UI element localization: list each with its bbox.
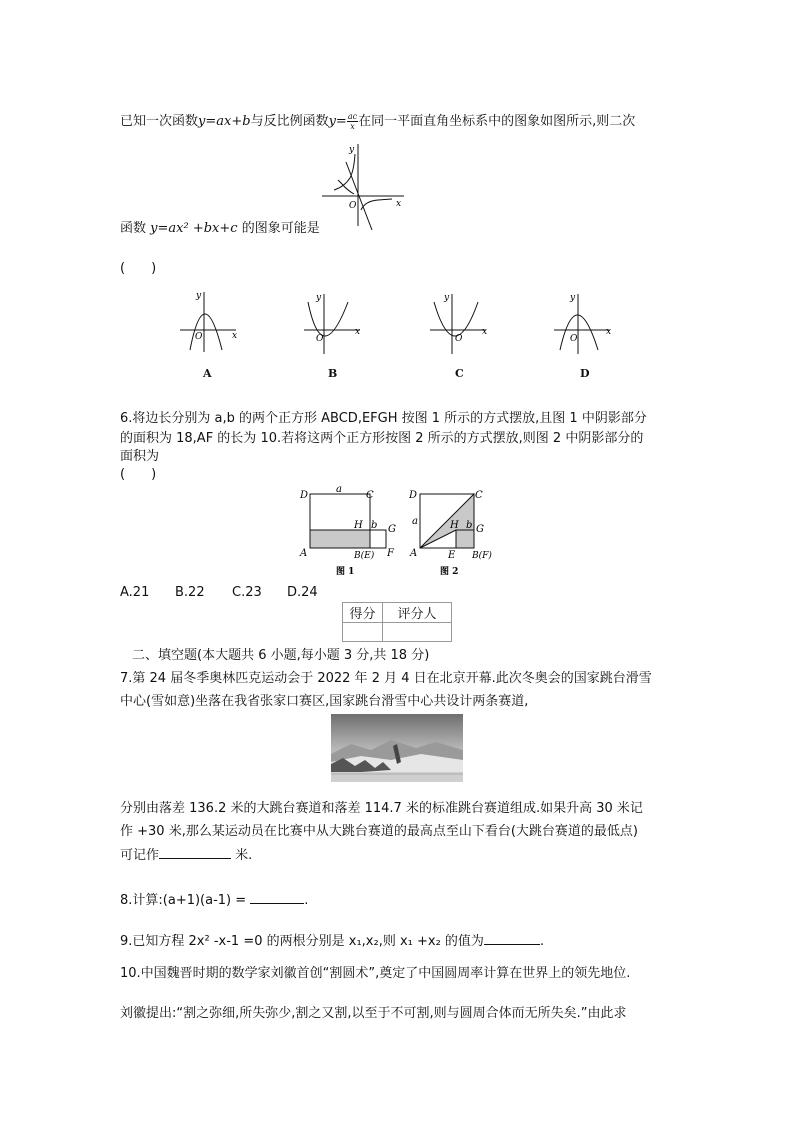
q10-line2: 刘徽提出:“割之弥细,所失弥少,割之又割,以至于不可割,则与圆周合体而无所失矣.”由此求 (120, 1006, 627, 1021)
q6-line3: 面积为 (120, 449, 160, 464)
fig2-D: D (409, 490, 418, 501)
q5-option-c-label: C (455, 367, 464, 380)
q5-b-x: x (355, 327, 361, 337)
q5-d-o: O (570, 334, 578, 344)
fig1-D: D (300, 490, 309, 501)
q5-paren: ( ) (120, 261, 157, 276)
q5-a-x: x (232, 331, 238, 341)
ski-jump-photo (331, 714, 463, 782)
q5-ref-o-label: O (349, 201, 357, 211)
fig2-G: G (476, 524, 484, 535)
fig1-a: a (336, 484, 342, 495)
q6-choice-b: B.22 (175, 585, 205, 600)
q7-line5-b: 米. (235, 848, 253, 863)
score-cell[interactable] (343, 623, 383, 642)
q9-answer-blank[interactable] (484, 944, 540, 945)
q5-a-y: y (196, 291, 202, 301)
q5-frac-num: ac (347, 112, 358, 121)
q8-line (120, 889, 308, 908)
q8-answer-blank[interactable] (250, 903, 304, 904)
q5-line1 (120, 110, 635, 131)
q5-y-eq: y= (328, 114, 347, 129)
q9-end: . (539, 934, 545, 949)
q5-a-o: O (195, 332, 203, 342)
q6-choice-d: D.24 (287, 585, 318, 600)
q7-answer-blank[interactable] (159, 858, 231, 859)
q5-c-y: y (444, 293, 450, 303)
q5-text-a: 已知一次函数 (120, 114, 199, 129)
q5-line2-a: 函数 (120, 221, 147, 236)
fig2-H: H (450, 520, 459, 531)
q5-line2 (120, 217, 320, 236)
q5-option-a-label: A (203, 367, 212, 380)
fig2-b: b (466, 520, 473, 531)
q5-option-b-graph (302, 290, 364, 356)
q5-d-x: x (606, 327, 612, 337)
grader-cell[interactable] (383, 623, 452, 642)
fig1-A: A (300, 548, 308, 559)
fig2-BF: B(F) (472, 551, 492, 561)
q7-line5 (120, 844, 252, 863)
fig1-BE: B(E) (354, 551, 375, 561)
fig1-H: H (354, 520, 363, 531)
fig1-b: b (371, 520, 378, 531)
q5-ref-x-label: x (396, 199, 402, 209)
q5-text-mid: 与反比例函数 (250, 114, 329, 129)
q5-reference-figure (318, 140, 408, 230)
q6-figure-1 (296, 482, 400, 578)
fig2-A: A (410, 548, 418, 559)
fig1-G: G (388, 524, 396, 535)
q5-option-d-label: D (580, 367, 590, 380)
fig2-caption: 图 2 (440, 567, 459, 577)
q5-linear-func: y=ax+b (198, 114, 251, 129)
q7-line1: 7.第 24 届冬季奥林匹克运动会于 2022 年 2 月 4 日在北京开幕.此次冬奥会的国家跳台滑雪 (120, 671, 652, 686)
q5-b-y: y (316, 293, 322, 303)
fig1-F: F (387, 548, 394, 559)
score-table (342, 602, 452, 642)
q6-line2: 的面积为 18,AF 的长为 10.若将这两个正方形按图 2 所示的方式摆放,则图 2 中阴影部分的 (120, 431, 644, 446)
q7-line2: 中心(雪如意)坐落在我省张家口赛区,国家跳台滑雪中心共设计两条赛道, (120, 694, 529, 709)
grader-header: 评分人 (383, 603, 452, 623)
q5-line2-b: 的图象可能是 (241, 221, 320, 236)
q7-line5-a: 可记作 (120, 848, 160, 863)
q6-choice-c: C.23 (232, 585, 262, 600)
q5-text-tail: 在同一平面直角坐标系中的图象如图所示,则二次 (358, 114, 636, 129)
q5-option-c-graph (428, 290, 490, 356)
q8-text: 8.计算:(a+1)(a-1) = (120, 893, 247, 908)
fig1-C: C (366, 490, 374, 501)
q6-figure-2 (404, 482, 500, 578)
q5-fraction (347, 112, 358, 131)
q5-option-a-graph (178, 288, 240, 354)
section-2-heading: 二、填空题(本大题共 6 小题,每小题 3 分,共 18 分) (132, 648, 430, 663)
q5-d-y: y (570, 293, 576, 303)
q5-option-b-label: B (328, 367, 338, 380)
q5-c-o: O (455, 334, 463, 344)
q5-quadratic: y=ax² +bx+c (150, 221, 238, 236)
q5-b-o: O (316, 334, 324, 344)
fig2-C: C (475, 490, 483, 501)
q9-text: 9.已知方程 2x² -x-1 =0 的两根分别是 x₁,x₂,则 x₁ +x₂ 的值为 (120, 934, 484, 949)
q9-line (120, 930, 544, 949)
q6-paren: ( ) (120, 467, 157, 482)
q6-choice-a: A.21 (120, 585, 150, 600)
q5-c-x: x (482, 327, 488, 337)
fig1-caption: 图 1 (336, 567, 355, 577)
q7-line3: 分别由落差 136.2 米的大跳台赛道和落差 114.7 米的标准跳台赛道组成.如果升高 30 米记 (120, 801, 643, 816)
q5-frac-den: x (350, 122, 355, 131)
q5-option-d-graph (552, 290, 614, 356)
q6-line1: 6.将边长分别为 a,b 的两个正方形 ABCD,EFGH 按图 1 所示的方式摆放,且图 1 中阴影部分 (120, 411, 647, 426)
q10-line1: 10.中国魏晋时期的数学家刘徽首创“割圆术”,奠定了中国圆周率计算在世界上的领先地位. (120, 966, 631, 981)
q5-ref-y-label: y (349, 145, 355, 155)
q8-end: . (304, 893, 309, 908)
fig2-E: E (448, 550, 456, 561)
q7-line4: 作 +30 米,那么某运动员在比赛中从大跳台赛道的最高点至山下看台(大跳台赛道的最低点) (120, 824, 638, 839)
fig2-a: a (412, 516, 418, 527)
score-header: 得分 (343, 603, 383, 623)
